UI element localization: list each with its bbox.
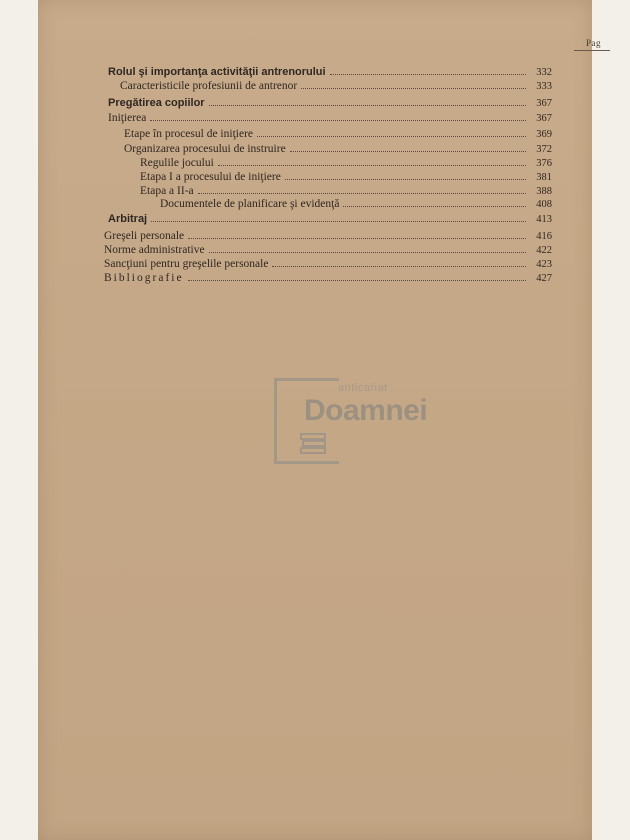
- toc-entry-page: 416: [536, 231, 552, 242]
- toc-entry: [160, 198, 552, 212]
- dot-leader: [290, 151, 526, 152]
- dot-leader: [257, 136, 526, 137]
- dot-leader: [151, 221, 526, 222]
- dot-leader: [188, 238, 526, 239]
- toc-entry: [140, 185, 552, 199]
- toc-entry-title: Documentele de planificare şi evidenţă: [160, 198, 340, 210]
- watermark-small-text: anticariat: [338, 382, 388, 394]
- toc-entry: [124, 128, 552, 142]
- toc-entry: [104, 258, 552, 272]
- toc-entry-title: Arbitraj: [108, 213, 148, 225]
- page-column-rule: [574, 50, 610, 51]
- toc-entry: [108, 213, 552, 227]
- dot-leader: [301, 88, 526, 89]
- dot-leader: [343, 206, 526, 207]
- toc-entry: [140, 157, 552, 171]
- toc-entry: [108, 112, 552, 126]
- toc-entry: [108, 66, 552, 80]
- dot-leader: [272, 266, 526, 267]
- toc-entry-title: Sancţiuni pentru greşelile personale: [104, 258, 269, 270]
- toc-entry: [104, 230, 552, 244]
- toc-entry-page: 367: [536, 98, 552, 109]
- toc-entry-page: 423: [536, 259, 552, 270]
- toc-entry-page: 332: [536, 67, 552, 78]
- book-page: [38, 0, 601, 840]
- page-column-label: Pag: [586, 38, 601, 48]
- toc-entry-title: Regulile jocului: [140, 157, 214, 169]
- toc-entry-title: Caracteristicile profesiunii de antrenor: [120, 80, 298, 92]
- dot-leader: [150, 120, 526, 121]
- toc-entry-title: Bibliografie: [104, 272, 184, 284]
- toc-entry: [104, 244, 552, 258]
- toc-entry: [140, 171, 552, 185]
- dot-leader: [209, 252, 526, 253]
- watermark-big-text: Doamnei: [304, 394, 428, 427]
- toc-entry-page: 388: [536, 186, 552, 197]
- dot-leader: [218, 165, 526, 166]
- toc-entry-title: Greşeli personale: [104, 230, 185, 242]
- toc-entry-page: 333: [536, 81, 552, 92]
- watermark-logo: [274, 378, 454, 462]
- dot-leader: [209, 105, 526, 106]
- toc-entry-title: Iniţierea: [108, 112, 147, 124]
- toc-entry-title: Norme administrative: [104, 244, 205, 256]
- toc-entry-title: Etape în procesul de iniţiere: [124, 128, 254, 140]
- toc-entry-title: Organizarea procesului de instruire: [124, 143, 286, 155]
- toc-entry-page: 413: [536, 214, 552, 225]
- toc-entry-title: Rolul şi importanţa activităţii antrenorului: [108, 66, 326, 78]
- dot-leader: [198, 193, 526, 194]
- toc-entry-title: Etapa I a procesului de iniţiere: [140, 171, 281, 183]
- dot-leader: [285, 179, 526, 180]
- toc-entry: [120, 80, 552, 94]
- toc-entry-page: 367: [536, 113, 552, 124]
- toc-entry-page: 422: [536, 245, 552, 256]
- toc-entry-page: 376: [536, 158, 552, 169]
- toc-entry: [104, 272, 552, 286]
- toc-entry-page: 427: [536, 273, 552, 284]
- dot-leader: [330, 74, 526, 75]
- toc-entry-page: 369: [536, 129, 552, 140]
- toc-entry-page: 381: [536, 172, 552, 183]
- toc-entry: [124, 143, 552, 157]
- toc-entry-title: Pregătirea copiilor: [108, 97, 205, 109]
- dot-leader: [188, 280, 526, 281]
- toc-entry-page: 408: [536, 199, 552, 210]
- toc-entry-title: Etapa a II-a: [140, 185, 194, 197]
- toc-entry: [108, 97, 552, 111]
- book-stack-icon: [300, 432, 328, 456]
- toc-entry-page: 372: [536, 144, 552, 155]
